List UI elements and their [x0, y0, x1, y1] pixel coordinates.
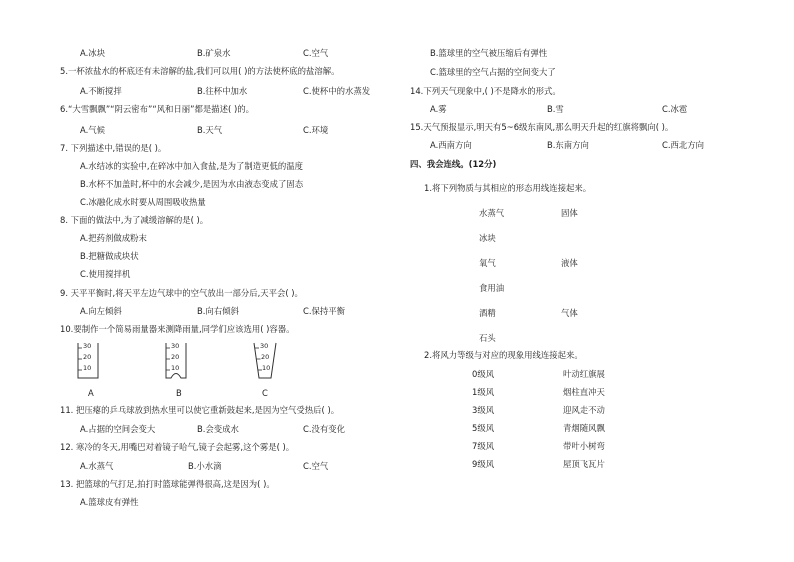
q9-stem: 9. 天平平衡时,将天平左边气球中的空气放出一部分后,天平会( )。	[60, 288, 303, 298]
q15-option-c: C.西北方向	[662, 140, 705, 150]
q4-option-c: C.空气	[303, 48, 329, 58]
q13-stem: 13. 把篮球的气打足,拍打时篮球能弹得很高,这是因为( )。	[60, 479, 275, 489]
q4-option-b: B.矿泉水	[197, 48, 231, 58]
q12-option-b: B.小水滴	[188, 461, 222, 471]
substance-cooking-oil: 食用油	[479, 283, 505, 293]
wind-level-7: 7级风	[472, 441, 495, 451]
q15-option-b: B.东南方向	[547, 140, 589, 150]
q12-option-c: C.空气	[303, 461, 329, 471]
beaker-b-mark-10: 10	[171, 364, 180, 372]
q6-option-b: B.天气	[197, 125, 223, 135]
q14-option-a: A.雾	[430, 104, 447, 114]
q13-option-b: B.篮球里的空气被压缩后有弹性	[430, 48, 548, 58]
matching-1-stem: 1.将下列物质与其相应的形态用线连接起来。	[424, 183, 592, 193]
q5-stem: 5.一杯浓盐水的杯底还有未溶解的盐,我们可以用( )的方法使杯底的盐溶解。	[60, 66, 340, 76]
q11-option-a: A.占据的空间会变大	[80, 424, 156, 434]
substance-water-vapor: 水蒸气	[479, 208, 505, 218]
q12-option-a: A.水蒸气	[80, 461, 114, 471]
q11-option-c: C.没有变化	[303, 424, 346, 434]
beaker-c-mark-20: 20	[261, 353, 270, 361]
beaker-a-mark-20: 20	[83, 353, 92, 361]
q9-option-c: C.保持平衡	[303, 306, 346, 316]
beaker-c-mark-10: 10	[262, 364, 271, 372]
q14-option-b: B.雪	[547, 104, 564, 114]
matching-2-stem: 2.将风力等级与对应的现象用线连接起来。	[424, 350, 583, 360]
beaker-label-a: A	[88, 388, 94, 398]
wind-phenomenon-1: 叶动红旗展	[563, 369, 605, 379]
wind-level-9: 9级风	[472, 459, 495, 469]
q9-option-a: A.向左倾斜	[80, 306, 122, 316]
substance-stone: 石头	[479, 333, 496, 343]
q12-stem: 12. 寒冷的冬天,用嘴巴对着镜子哈气,镜子会起雾,这个雾是( )。	[60, 442, 295, 452]
wind-phenomenon-3: 迎风走不动	[563, 405, 605, 415]
q6-option-c: C.环境	[303, 125, 329, 135]
beaker-label-c: C	[262, 388, 268, 398]
beaker-c-mark-30: 30	[260, 342, 269, 350]
q14-stem: 14.下列天气现象中,( )不是降水的形式。	[410, 86, 561, 96]
q7-option-a: A.水结冰的实验中,在碎冰中加入食盐,是为了制造更低的温度	[80, 161, 303, 171]
beaker-label-b: B	[176, 388, 182, 398]
q9-option-b: B.向右倾斜	[197, 306, 239, 316]
q7-option-b: B.水杯不加盖时,杯中的水会减少,是因为水由液态变成了固态	[80, 179, 304, 189]
wind-level-1: 1级风	[472, 387, 495, 397]
q6-option-a: A.气候	[80, 125, 105, 135]
substance-alcohol: 酒精	[479, 308, 496, 318]
state-liquid: 液体	[561, 258, 578, 268]
beaker-a-mark-30: 30	[83, 342, 92, 350]
q7-option-c: C.冰融化成水时要从周围吸收热量	[80, 197, 206, 207]
beaker-b-mark-30: 30	[171, 342, 180, 350]
q5-option-a: A.不断搅拌	[80, 86, 122, 96]
wind-phenomenon-4: 青烟随风飘	[563, 423, 605, 433]
q10-stem: 10.要制作一个简易雨量器来测降雨量,同学们应该选用( )容器。	[60, 324, 295, 334]
q8-stem: 8. 下面的做法中,为了减缓溶解的是( )。	[60, 215, 209, 225]
q13-option-c: C.篮球里的空气占据的空间变大了	[430, 67, 556, 77]
section-4-title: 四、我会连线。(12分)	[410, 159, 497, 169]
q4-option-a: A.冰块	[80, 48, 105, 58]
q14-option-c: C.冰雹	[662, 104, 688, 114]
wind-phenomenon-5: 带叶小树弯	[563, 441, 605, 451]
q8-option-a: A.把药剂做成粉末	[80, 233, 147, 243]
wind-phenomenon-2: 烟柱直冲天	[563, 387, 605, 397]
state-gas: 气体	[561, 308, 578, 318]
q15-stem: 15.天气预报显示,明天有5~6级东南风,那么明天升起的红旗将飘向( )。	[410, 122, 674, 132]
q11-option-b: B.会变成水	[197, 424, 239, 434]
q11-stem: 11. 把压瘪的乒乓球放到热水里可以使它重新鼓起来,是因为空气受热后( )。	[60, 405, 340, 415]
q15-option-a: A.西南方向	[430, 140, 472, 150]
q6-stem: 6.“大雪飘飘”“阴云密布”“风和日丽”都是描述( )的。	[60, 104, 254, 114]
beaker-b-mark-20: 20	[171, 353, 180, 361]
q7-stem: 7. 下列描述中,错误的是( )。	[60, 143, 167, 153]
q13-option-a: A.篮球皮有弹性	[80, 497, 139, 507]
wind-level-5: 5级风	[472, 423, 495, 433]
substance-ice: 冰块	[479, 233, 496, 243]
wind-level-3: 3级风	[472, 405, 495, 415]
beaker-a-mark-10: 10	[83, 364, 92, 372]
state-solid: 固体	[561, 208, 578, 218]
q8-option-c: C.使用搅拌机	[80, 269, 131, 279]
wind-level-0: 0级风	[472, 369, 495, 379]
q5-option-c: C.使杯中的水蒸发	[303, 86, 371, 96]
q8-option-b: B.把糖做成块状	[80, 251, 139, 261]
wind-phenomenon-6: 屋顶飞瓦片	[563, 459, 605, 469]
substance-oxygen: 氧气	[479, 258, 496, 268]
q5-option-b: B.往杯中加水	[197, 86, 248, 96]
